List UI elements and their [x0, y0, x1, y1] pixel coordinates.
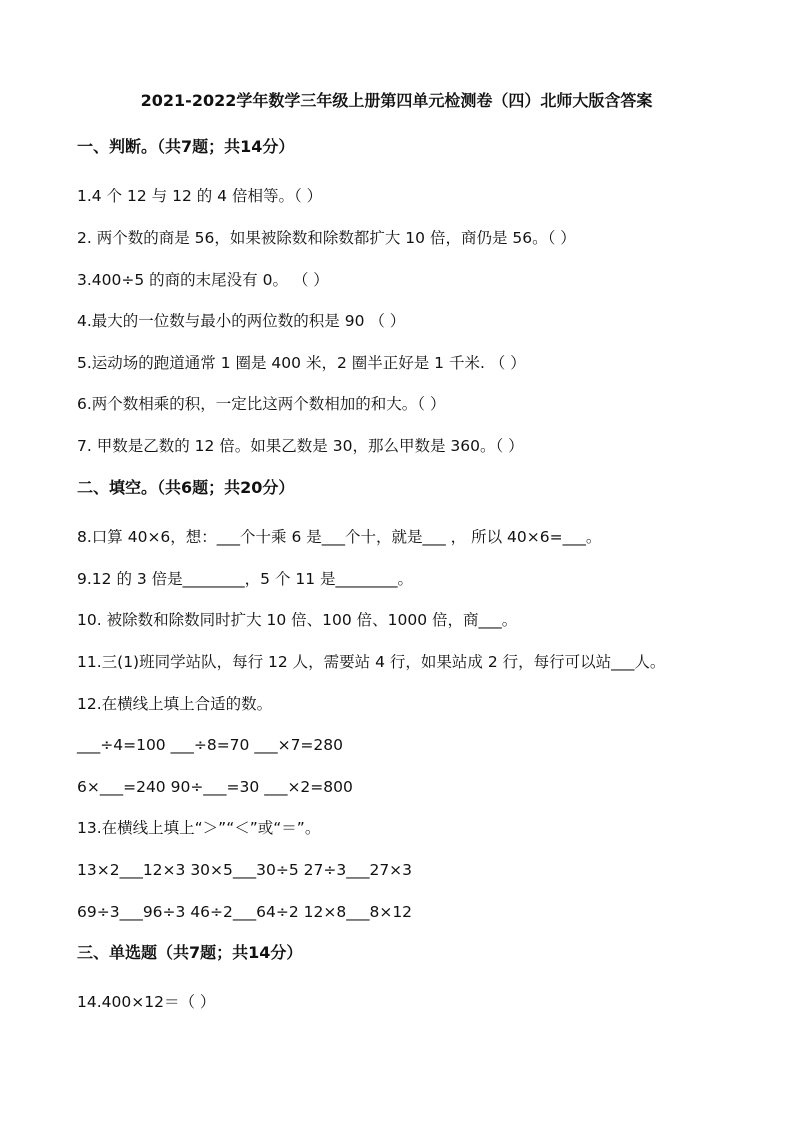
- document-title: 2021-2022学年数学三年级上册第四单元检测卷（四）北师大版含答案: [140, 91, 653, 110]
- question-13-row-1: 13×2___12×3 30×5___30÷5 27÷3___27×3: [77, 861, 413, 879]
- question-12: 12.在横线上填上合适的数。: [77, 695, 273, 713]
- question-1: 1.4 个 12 与 12 的 4 倍相等。（ ）: [77, 187, 323, 205]
- question-13-row-2: 69÷3___96÷3 46÷2___64÷2 12×8___8×12: [77, 903, 413, 921]
- question-12-row-1: ___÷4=100 ___÷8=70 ___×7=280: [77, 736, 344, 754]
- question-5: 5.运动场的跑道通常 1 圈是 400 米，2 圈半正好是 1 千米. （ ）: [77, 354, 526, 372]
- question-12-row-2: 6×___=240 90÷___=30 ___×2=800: [77, 778, 353, 796]
- question-4: 4.最大的一位数与最小的两位数的积是 90 （ ）: [77, 312, 406, 330]
- question-6: 6.两个数相乘的积，一定比这两个数相加的和大。（ ）: [77, 395, 446, 413]
- question-7: 7. 甲数是乙数的 12 倍。如果乙数是 30，那么甲数是 360。（ ）: [77, 437, 524, 455]
- section-heading-judgment: 一、判断。（共7题；共14分）: [77, 137, 295, 156]
- question-3: 3.400÷5 的商的末尾没有 0。 （ ）: [77, 271, 329, 289]
- question-8: 8.口算 40×6，想：___个十乘 6 是___个十，就是___ ， 所以 40×6=___。: [77, 528, 602, 546]
- question-13: 13.在横线上填上“＞”“＜”或“＝”。: [77, 819, 321, 837]
- question-2: 2. 两个数的商是 56，如果被除数和除数都扩大 10 倍，商仍是 56。（ ）: [77, 229, 576, 247]
- section-heading-fill-in: 二、填空。（共6题；共20分）: [77, 478, 295, 497]
- question-9: 9.12 的 3 倍是________，5 个 11 是________。: [77, 570, 414, 588]
- question-14: 14.400×12＝（ ）: [77, 993, 216, 1011]
- question-10: 10. 被除数和除数同时扩大 10 倍、100 倍、1000 倍，商___。: [77, 611, 518, 629]
- section-heading-multiple-choice: 三、单选题（共7题；共14分）: [77, 943, 303, 962]
- question-11: 11.三(1)班同学站队，每行 12 人，需要站 4 行，如果站成 2 行，每行可以站___人。: [77, 653, 666, 671]
